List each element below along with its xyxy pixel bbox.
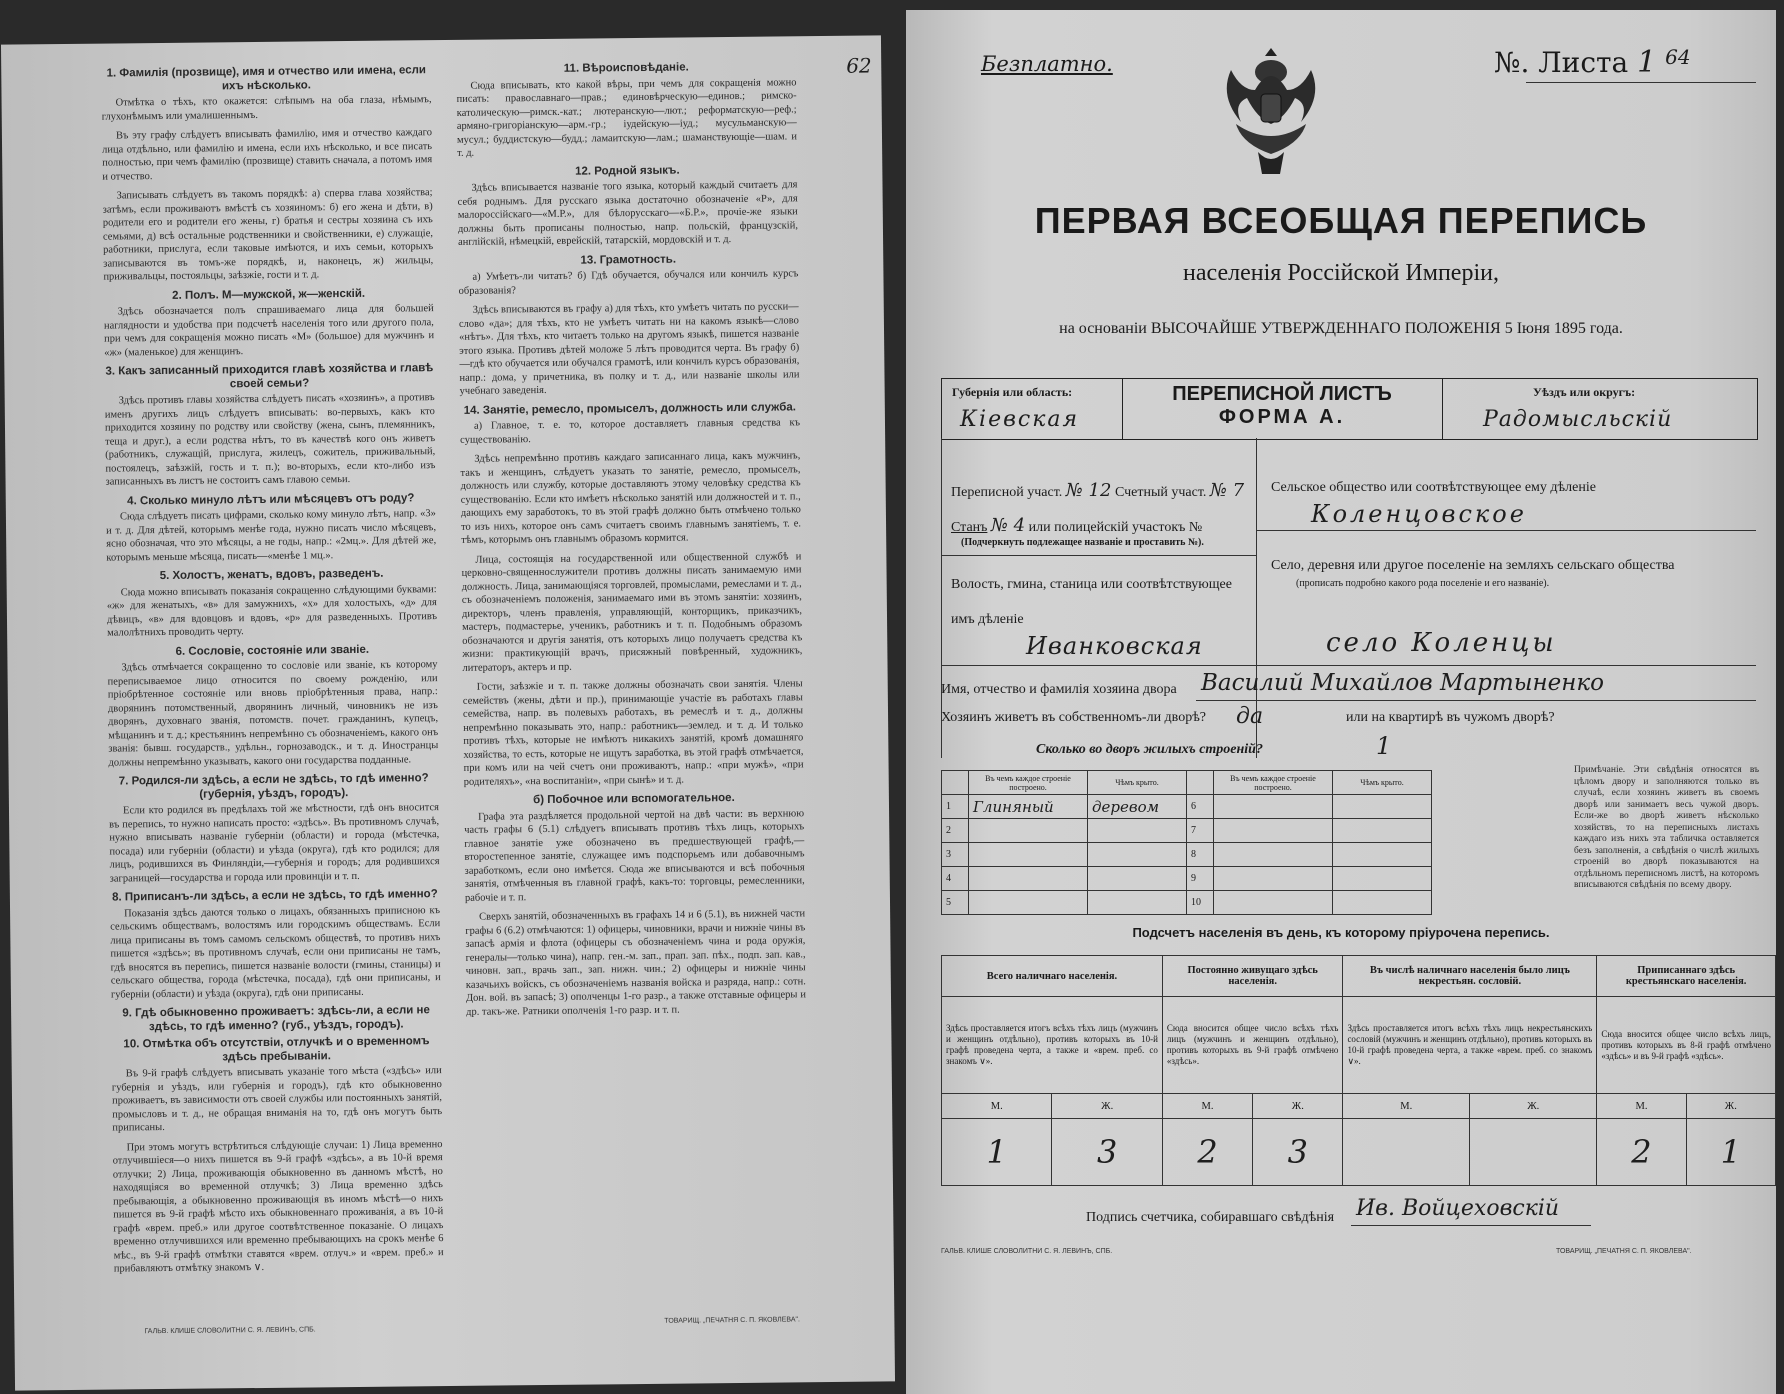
instruction-heading: 12. Родной языкъ.	[574, 164, 680, 178]
population-table	[941, 955, 1776, 1186]
buildings-cell	[1214, 891, 1333, 915]
instruction-paragraph: Здѣсь вписывается названіе того языка, который каждый считаетъ для себя роднымъ. Для русскаго языка достаточно обозначеніе «Р», для малороссійскаго—«М.Р.», для бѣлорусскаго—«Б.Р.», прочіе-же языки должны быть прописаны полностью, напр. польскій, французскій, англійскій, нѣмецкій, еврейскій, татарскій, мордовскій и т. д.	[457, 179, 798, 248]
stan-label: Станъ	[951, 520, 988, 535]
buildings-row	[942, 795, 1432, 819]
instruction-heading: 13. Грамотность.	[580, 253, 677, 267]
census-form-page	[906, 10, 1776, 1394]
sheet-number-value: 1	[1637, 45, 1657, 80]
buildings-cell	[1333, 819, 1432, 843]
own-yard-label: Хозяинъ живетъ въ собственномъ-ли дворѣ?	[941, 710, 1207, 725]
buildings-cell: Глиняный	[969, 795, 1088, 819]
volost-label: Волость, гмина, станица или соотвѣтствующее	[951, 577, 1232, 592]
sheet-number-label: №. Листа	[1494, 46, 1629, 79]
left-print-mark-1: ГАЛЬВ. КЛИШЕ СЛОВОЛИТНИ С. Я. ЛЕВИНЪ, СПБ.	[144, 1326, 316, 1336]
instruction-heading: 6. Сословіе, состояніе или званіе.	[175, 643, 370, 658]
buildings-note: Примѣчаніе. Эти свѣдѣнія относятся въ цѣломъ двору и заполняются только въ случаѣ, если хозяинъ живетъ въ своемъ дворѣ или занимаетъ весь чужой дворъ. Если-же во дворѣ живетъ нѣсколько хозяйствъ, то на переписныхъ листахъ каждаго изъ нихъ эта табличка оставляется безъ заполненія, а свѣдѣнія о числѣ жилыхъ строеній во дворѣ показываются на отдѣльномъ переписномъ листѣ, на которомъ вписываются свѣдѣнія по всему двору.	[1574, 765, 1759, 890]
sheet-title-1: ПЕРЕПИСНОЙ ЛИСТЪ	[1172, 383, 1392, 405]
population-sex-cell: М.	[1162, 1094, 1252, 1119]
buildings-cell: 10	[1187, 891, 1214, 915]
population-description-cell: Здѣсь проставляется итогъ всѣхъ тѣхъ лицъ некрестьянскихъ сословій (мужчинъ и женщинъ отдѣльно), противъ которыхъ въ 10-й графѣ проведена черта, а также «врем. преб. со знакомъ ∨».	[1343, 997, 1597, 1094]
buildings-value: 1	[1376, 732, 1392, 760]
buildings-header-cell	[942, 771, 969, 795]
instruction-paragraph: Графа эта раздѣляется продольной чертой на двѣ части: въ верхнюю часть графы 6 (5.1) слѣдуетъ вписывать противъ тѣхъ лицъ, которыхъ главное занятіе уже обозначено въ предшествующей графѣ,—второстепенное занятіе, служащее имъ подспорьемъ или добавочнымъ заработкомъ, если оно имѣется. Сюда же вписываются и всѣ побочныя занятія, отмѣченныя въ главной графѣ, какъ-то: торговцы, ремесленники, рабочіе и т. п.	[464, 807, 805, 904]
gubernia-label: Губернія или область:	[952, 385, 1073, 399]
stan-value: № 4	[990, 515, 1026, 536]
right-print-mark-2: ТОВАРИЩ. „ПЕЧАТНЯ С. П. ЯКОВЛЕВА".	[1556, 1248, 1692, 1255]
population-title: Подсчетъ населенія въ день, къ которому пріурочена перепись.	[1132, 925, 1550, 940]
buildings-header-cell: Въ чемъ каждое строеніе построено.	[1214, 771, 1333, 795]
population-header-cell: Приписаннаго здѣсь крестьянскаго населенія.	[1597, 956, 1776, 997]
buildings-cell: 8	[1187, 843, 1214, 867]
buildings-cell: деревом	[1088, 795, 1187, 819]
sheet-number-corner: 64	[1665, 45, 1691, 69]
population-description-cell: Здѣсь проставляется итогъ всѣхъ тѣхъ лицъ (мужчинъ и женщинъ отдѣльно), противъ которыхъ въ 10-й графѣ проведена черта, а также и «врем. преб. со знакомъ ∨».	[942, 997, 1163, 1094]
buildings-cell: 7	[1187, 819, 1214, 843]
buildings-cell	[1214, 795, 1333, 819]
buildings-header-cell: Въ чемъ каждое строеніе построено.	[969, 771, 1088, 795]
stan-field	[951, 515, 1202, 536]
instruction-paragraph: При этомъ могутъ встрѣтиться слѣдующіе случаи: 1) Лица временно отлучившіеся—о нихъ пишется въ 9-й графѣ «здѣсь», а въ 10-й время отлучки; 2) Лица, проживающія обыкновенно въ данномъ мѣстѣ, но находящіяся во временной отлучкѣ; 3) Лица временно здѣсь пребывающія, а обыкновенно проживающія въ иномъ мѣстѣ—о нихъ пишется въ 9-й графѣ мѣсто ихъ обыкновеннаго проживанія, а въ 10-й графѣ «врем. преб.» или другое соотвѣтственное показаніе. О лицахъ временно отлучившихся или временно пребывающихъ на срокъ менѣе 6 мѣс., въ 9-й графѣ отмѣтки ставятся «врем. отлуч.» и «врем. преб.» и прибавляютъ отмѣтку знакомъ ∨.	[112, 1138, 444, 1275]
buildings-row	[942, 843, 1432, 867]
gubernia-value: Кіевская	[960, 407, 1080, 432]
instruction-paragraph: Лица, состоящія на государственной или общественной службѣ и церковно-священнослужители противъ должны писать занимаемую ими должность. Лица, занимающіяся торговлей, промыслами, ремеслами и т. д., съ обозначеніемъ положенія, занимаемаго ими въ этомъ занятіи: хозяинъ, директоръ, членъ правленія, управляющій, конторщикъ, приказчикъ, мастеръ, подмастерье, ученикъ, работникъ и т. п. Подобнымъ образомъ обозначаются и другія занятія, отъ которыхъ лицо получаетъ средства къ жизни: практикующій врачъ, присяжный повѣренный, художникъ, литераторъ, актеръ и пр.	[461, 550, 803, 674]
buildings-header-cell: Чѣмъ крыто.	[1333, 771, 1432, 795]
instruction-paragraph: Гости, заѣзжіе и т. п. также должны обозначать свои занятія. Члены семействъ (жены, дѣти и пр.), принимающіе участіе въ работахъ главы семейства, напр. въ полевыхъ работахъ, въ ремеслѣ и т. д., должны непремѣнно показывать это, напр.: работникъ—землед. и т. д. И только противъ тѣхъ, которые не имѣютъ никакихъ занятій, кромѣ домашняго хозяйства, то есть, которые не ищутъ заработка, въ этой графѣ отмѣчается, при комъ или на чей счетъ они проживаютъ, напр.: «при мужѣ», «при родителяхъ», «на воспитаніи», «при сынѣ» и т. д.	[462, 678, 804, 788]
buildings-cell: 4	[942, 867, 969, 891]
buildings-cell	[1214, 867, 1333, 891]
buildings-cell: 3	[942, 843, 969, 867]
census-basis: на основаніи ВЫСОЧАЙШЕ УТВЕРЖДЕННАГО ПОЛОЖЕНІЯ 5 Іюня 1895 года.	[1059, 320, 1623, 337]
population-sex-cell: Ж.	[1470, 1094, 1597, 1119]
village-note: (прописать подробно какого рода поселеніе и его названіе).	[1296, 578, 1550, 589]
population-value-cell: 1	[942, 1119, 1052, 1186]
instruction-paragraph: Здѣсь противъ главы хозяйства слѣдуетъ писать «хозяинъ», а противъ именъ другихъ лицъ слѣдуетъ вписывать: во-первыхъ, какъ кто приходится хозяину по родству или свойству (жена, сынъ, племянникъ, теща и друг.), а если родства нѣтъ, то въ качествѣ кого онъ живетъ (работникъ, служащій, прислуга, жилецъ, сожитель, приживальный, постоялецъ, заѣзжій, гость и т. п.); во-вторыхъ, если кто-либо изъ записанныхъ въ листъ не состоитъ самъ главою семьи.	[104, 392, 436, 488]
population-value-cell: 2	[1597, 1119, 1686, 1186]
instruction-heading: 11. Вѣроисповѣданіе.	[563, 61, 689, 75]
population-sex-cell: Ж.	[1052, 1094, 1162, 1119]
police-note: (Подчеркнуть подлежащее названіе и проставить №).	[961, 537, 1204, 548]
instruction-heading: б) Побочное или вспомогательное.	[533, 792, 735, 807]
buildings-cell	[1333, 867, 1432, 891]
buildings-header-cell: Чѣмъ крыто.	[1088, 771, 1187, 795]
instruction-heading: 9. Гдѣ обыкновенно проживаетъ: здѣсь-ли, а если не здѣсь, то гдѣ именно? (губ., уѣздъ, городъ).	[122, 1004, 430, 1033]
margin-page-number: 62	[846, 53, 872, 78]
buildings-cell	[969, 843, 1088, 867]
population-value-cell: 3	[1253, 1119, 1343, 1186]
buildings-cell	[1333, 891, 1432, 915]
buildings-cell: 9	[1187, 867, 1214, 891]
right-print-mark-1: ГАЛЬВ. КЛИШЕ СЛОВОЛИТНИ С. Я. ЛЕВИНЪ, СПБ.	[941, 1248, 1113, 1255]
population-description-cell: Сюда вносится общее число всѣхъ лицъ, противъ которыхъ въ 8-й графѣ отмѣчено «здѣсь» и въ 9-й графѣ «здѣсь».	[1597, 997, 1776, 1094]
header-box	[941, 378, 1758, 440]
instruction-paragraph: Здѣсь вписываются въ графу а) для тѣхъ, кто умѣетъ читать по русски—слово «да»; для тѣхъ, кто не умѣетъ читать ни на какомъ языкѣ—слово «нѣтъ». Для тѣхъ, кто читаетъ только на другомъ языкѣ, пишется названіе этого языка. Противъ дѣтей моложе 5 лѣтъ проводится черта. Въ графу б)—гдѣ кто обучается или обучался грамотѣ, или кончилъ курсъ образованія, напр.: дома, у причетника, въ полку и т. д., или названіе школы или учебнаго заведенія.	[458, 301, 800, 397]
instruction-paragraph: Въ 9-й графѣ слѣдуетъ вписывать указаніе того мѣста («здѣсь» или губернія и уѣздъ, или губернія и городъ), гдѣ кто обыкновенно проживаетъ, въ зависимости отъ своей службы или постоянныхъ занятій, промысловъ и т. д., не обращая вниманія на то, гдѣ онъ могутъ быть приписаны.	[111, 1065, 443, 1134]
population-value-cell: 1	[1686, 1119, 1775, 1186]
owner-value: Василий Михайлов Мартыненко	[1201, 670, 1604, 696]
rural-society-value: Коленцовское	[1311, 500, 1527, 528]
instruction-paragraph: Показанія здѣсь даются только о лицахъ, обязанныхъ приписною къ сельскимъ обществамъ, волостямъ или городскимъ обществамъ. Если лица приписаны въ томъ самомъ сельскомъ обществѣ, то противъ нихъ пишется «здѣсь»; въ противномъ случаѣ, если они приписаны не тамъ, гдѣ вносятся въ перепись, пишется названіе волости (гмины, станицы) и сельскаго общества, города (мѣстечка, посада), гдѣ они приписаны, и губерніи (области) и уѣзда (округа), гдѣ они приписаны.	[110, 904, 441, 1001]
buildings-cell	[1333, 795, 1432, 819]
counting-district-value: № 7	[1209, 480, 1245, 501]
uezd-value: Радомысльскій	[1483, 407, 1673, 432]
buildings-cell: 2	[942, 819, 969, 843]
buildings-cell	[1214, 819, 1333, 843]
buildings-cell	[1088, 843, 1187, 867]
owner-label: Имя, отчество и фамилія хозяина двора	[941, 682, 1177, 697]
buildings-row	[942, 891, 1432, 915]
population-header-cell: Постоянно живущаго здѣсь населенія.	[1162, 956, 1343, 997]
instruction-heading: 5. Холостъ, женатъ, вдовъ, разведенъ.	[159, 567, 384, 583]
free-label: Безплатно.	[981, 52, 1113, 76]
signature-label: Подпись счетчика, собиравшаго свѣдѣнія	[1086, 1210, 1335, 1225]
instruction-paragraph: Здѣсь отмѣчается сокращенно то сословіе или званіе, къ которому переписываемое лицо относится по своему рожденію, или пріобрѣтенное состояніе или вновь пріобрѣтенныя права, напр.: дворянинъ потомственный, дворянинъ личный, чиновникъ не изъ дворянъ, духовнаго званія, потомств. почет. гражданинъ, купецъ, мѣщанинъ и т. д.; крестьянинъ непремѣнно съ обозначеніемъ, какого онъ званія: бывш. государств., удѣльн., горнозаводск., и т. д. Иностранцы должны непремѣнно указывать, какого они государства подданные.	[107, 659, 439, 769]
census-title: ПЕРВАЯ ВСЕОБЩАЯ ПЕРЕПИСЬ	[1034, 200, 1648, 241]
instruction-paragraph: Сюда можно вписывать показанія сокращенно слѣдующими буквами: «ж» для женатыхъ, «в» для замужнихъ, «х» для холостыхъ, «д» для дѣвицъ, «в» для вдовцовъ и вдовъ, «р» для разведенныхъ. Противъ малолѣтнихъ проводить черту.	[106, 583, 438, 639]
buildings-cell	[1088, 867, 1187, 891]
population-value-cell: 3	[1052, 1119, 1162, 1186]
population-sex-cell: М.	[942, 1094, 1052, 1119]
sheet-number	[1494, 45, 1691, 80]
buildings-cell	[969, 867, 1088, 891]
buildings-table	[941, 770, 1432, 915]
population-description-cell: Сюда вносится общее число всѣхъ тѣхъ лицъ (мужчинъ и женщинъ отдѣльно), противъ которыхъ въ 9-й графѣ отмѣчено «здѣсь».	[1162, 997, 1343, 1094]
instruction-paragraph: а) Главное, т. е. то, которое доставляетъ главныя средства къ существованію.	[460, 417, 801, 446]
instruction-paragraph: Въ эту графу слѣдуетъ вписывать фамилію, имя и отчество каждаго лица отдѣльно, или фамилію и имена, если ихъ нѣсколько, и все писать полностью, при чемъ фамилію (прозвище) ставить сначала, а потомъ имя и отчество.	[102, 127, 433, 183]
instruction-paragraph: Здѣсь обозначается полъ спрашиваемаго лица для большей наглядности и удобства при подсчетѣ населенія того или другого пола, при чемъ для сокращенія можно писать «М» (большое) для мужчинъ и «ж» (маленькое) для женщинъ.	[103, 303, 435, 359]
census-district-field	[951, 480, 1244, 501]
instruction-heading: 2. Полъ. М—мужской, ж—женскій.	[172, 287, 366, 302]
buildings-row	[942, 867, 1432, 891]
left-instructions-page	[1, 35, 895, 1390]
instruction-heading: 8. Приписанъ-ли здѣсь, а если не здѣсь, то гдѣ именно?	[112, 888, 438, 904]
buildings-cell: 5	[942, 891, 969, 915]
buildings-header-cell	[1187, 771, 1214, 795]
own-yard-value: да	[1236, 704, 1264, 729]
buildings-row	[942, 819, 1432, 843]
uezd-label: Уѣздъ или округъ:	[1533, 385, 1636, 399]
rent-label: или на квартирѣ въ чужомъ дворѣ?	[1346, 710, 1555, 725]
population-sex-cell: Ж.	[1686, 1094, 1775, 1119]
instruction-heading: 4. Сколько минуло лѣтъ или мѣсяцевъ отъ роду?	[127, 491, 415, 507]
instructions-column-1	[101, 60, 444, 1303]
instruction-heading: 3. Какъ записанный приходится главѣ хозяйства и главѣ своей семьи?	[105, 362, 434, 390]
instruction-heading: 14. Занятіе, ремесло, промыселъ, должность или служба.	[463, 400, 797, 417]
population-header-cell: Въ числѣ наличнаго населенія было лицъ некрестьян. сословій.	[1343, 956, 1597, 997]
rural-society-label: Сельское общество или соотвѣтствующее ему дѣленіе	[1271, 480, 1596, 495]
left-print-mark-2: ТОВАРИЩ. „ПЕЧАТНЯ С. П. ЯКОВЛЕВА".	[664, 1316, 800, 1325]
instruction-paragraph: Сюда слѣдуетъ писать цифрами, сколько кому минуло лѣтъ, напр. «3» и т. д. Для дѣтей, которымъ менѣе года, нужно писать число мѣсяцевъ, ясно обозначая, что это мѣсяцы, а не годы, напр.: «2мц.». Для дѣтей же, которымъ меньше мѣсяца, писать—«менѣе 1 мц.».	[106, 508, 437, 564]
instructions-column-2	[456, 56, 809, 1299]
buildings-label: Сколько во дворъ жилыхъ строеній?	[1036, 742, 1263, 757]
buildings-cell	[1088, 819, 1187, 843]
instruction-paragraph: Сверхъ занятій, обозначенныхъ въ графахъ 14 и 6 (5.1), въ нижней части графы 6 (6.2) отмѣчаются: 1) офицеры, чиновники, врачи и нижніе чины въ запасѣ армія и флота (офицеры съ обозначеніемъ чина и рода оружія, генералы—только чина), напр. ген.-м. зап., прап. зап. пѣх., подп. зап. кав., чиновн. зап., врачь зап., зап. нижн. чин.; 2) офицеры и нижніе чины казачьихъ войскъ, съ обозначеніемъ названія войска и разряда, напр.: сотн. Дон. вой. въ запасѣ; 3) ополченцы 1-го разр., а также отставные офицеры и др. такъ-же. Ратники ополченія 1-го разр. и т. п.	[465, 908, 807, 1018]
instruction-heading: 7. Родился-ли здѣсь, а если не здѣсь, то гдѣ именно? (губернія, уѣздъ, городъ).	[118, 772, 429, 801]
buildings-cell	[969, 819, 1088, 843]
census-district-value: № 12	[1065, 480, 1112, 501]
counting-district-label: Счетный участ.	[1114, 485, 1207, 500]
instruction-paragraph: а) Умѣетъ-ли читать? б) Гдѣ обучается, обучался или кончилъ курсъ образованія?	[458, 268, 799, 297]
census-district-label: Переписной участ.	[951, 485, 1063, 500]
buildings-cell: 6	[1187, 795, 1214, 819]
village-value: село Коленцы	[1326, 628, 1557, 658]
buildings-cell	[1214, 843, 1333, 867]
instruction-heading: 10. Отмѣтка объ отсутствіи, отлучкѣ и о временномъ здѣсь пребываніи.	[123, 1035, 430, 1063]
instruction-paragraph: Сюда вписывать, кто какой вѣры, при чемъ для сокращенія можно писать: православнаго—прав.; единовѣрческую—единов.; римско-католическую—римск.-кат.; лютеранскую—лют.; реформатскую—реф.; армяно-григоріанскую—арм.-гр.; іудейскую—іуд.; мусульманскую—мусул.; буддистскую—будд.; ламаитскую—лам.; шаманствующіе—шам. и т. д.	[456, 76, 798, 159]
population-header-cell: Всего наличнаго населенія.	[942, 956, 1163, 997]
census-subtitle: населенія Россійской Имперіи,	[1183, 260, 1499, 286]
buildings-cell	[1088, 891, 1187, 915]
instruction-paragraph: Записывать слѣдуетъ въ такомъ порядкѣ: а) сперва глава хозяйства; затѣмъ, если проживаютъ вмѣстѣ съ хозяиномъ: б) его жена и дѣти, в) родители его и родители его жены, г) братья и сестры хозяина съ ихъ семьями, д) всѣ остальные родственники и свойственники, е) служащіе, работники, прислуга, если таковые имѣются, и ихъ семьи, которыхъ записываются въ томъ-же порядкѣ, и, наконецъ, ж) жильцы, приживальцы, постояльцы, заѣзжіе, гости и т. д.	[102, 187, 434, 283]
double-headed-eagle-icon	[1216, 42, 1326, 182]
buildings-cell: 1	[942, 795, 969, 819]
instruction-paragraph: Если кто родился въ предѣлахъ той же мѣстности, гдѣ онъ вносится въ перепись, то нужно написать просто: «здѣсь». Въ противномъ случаѣ, нужно вписывать названіе губерніи (области) и города (мѣстечка, посада) или губерніи (области) и уѣзда (округа), гдѣ кто родился; для лицъ, родившихся въ Финляндіи,—губернія и городъ; для родившихся заграницей—государства и города или провинціи и т. п.	[109, 802, 440, 885]
volost-value: Иванковская	[1026, 632, 1203, 660]
volost-label-2: имъ дѣленіе	[951, 612, 1024, 627]
population-sex-cell: М.	[1343, 1094, 1470, 1119]
population-value-cell: 2	[1162, 1119, 1252, 1186]
village-label: Село, деревня или другое поселеніе на земляхъ сельскаго общества	[1271, 558, 1675, 573]
instruction-heading: 1. Фамилія (прозвище), имя и отчество или имена, если ихъ нѣсколько.	[106, 64, 427, 92]
population-sex-cell: Ж.	[1253, 1094, 1343, 1119]
signature-value: Ив. Войцеховскій	[1356, 1196, 1560, 1221]
instruction-paragraph: Отмѣтка о тѣхъ, кто окажется: слѣпымъ на оба глаза, нѣмымъ, глухонѣмымъ или умалишеннымъ.	[101, 94, 432, 123]
police-label: или полицейскій участокъ №	[1028, 520, 1203, 535]
buildings-cell	[969, 891, 1088, 915]
population-sex-cell: М.	[1597, 1094, 1686, 1119]
sheet-title-2: ФОРМА А.	[1218, 406, 1346, 428]
instruction-paragraph: Здѣсь непремѣнно противъ каждаго записаннаго лица, какъ мужчинъ, такъ и женщинъ, слѣдуетъ указать то занятіе, ремесло, промыселъ, должность или службу, которые доставляютъ этому человѣку средства къ существованію. Если кто имѣетъ нѣсколько занятій или должностей и т. п., дающихъ ему заработокъ, то въ этой графѣ должно быть отмѣчено только то изъ нихъ, которое онъ самъ считаетъ своимъ главнымъ занятіемъ, т. е. тѣмъ, которымъ онъ главнымъ образомъ кормится.	[460, 450, 802, 546]
population-value-cell	[1470, 1119, 1597, 1186]
buildings-cell	[1333, 843, 1432, 867]
population-value-cell	[1343, 1119, 1470, 1186]
